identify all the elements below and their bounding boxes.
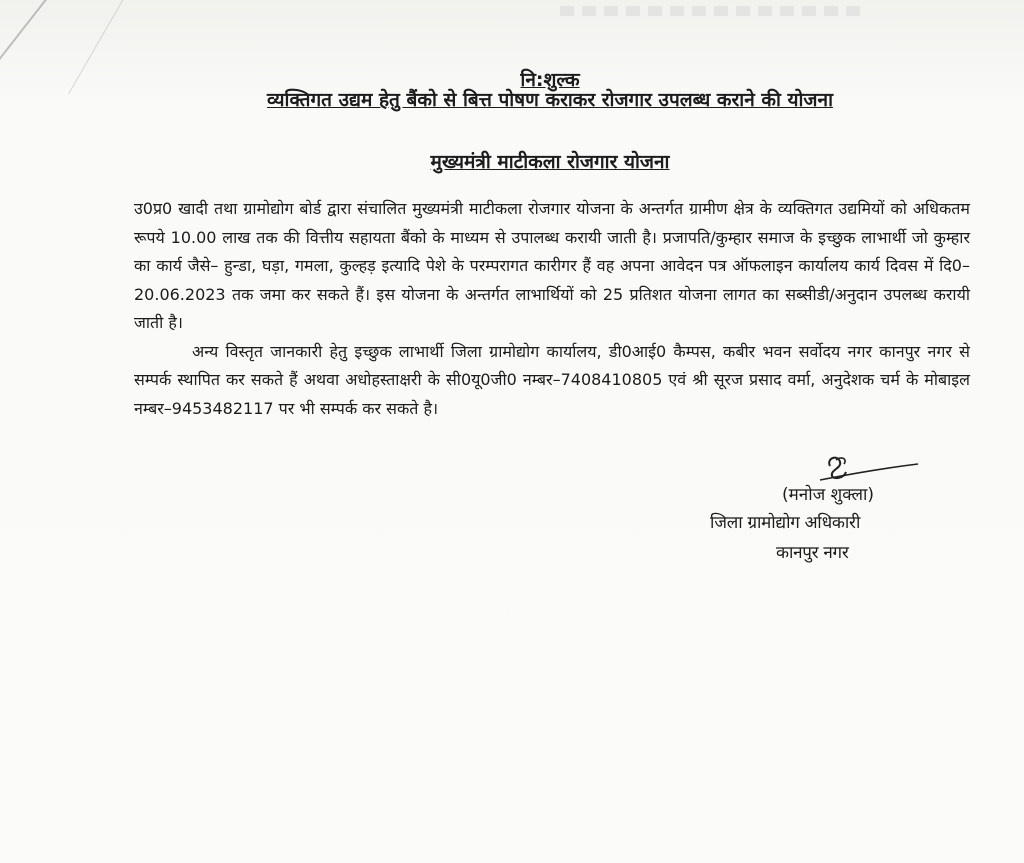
scan-edge-line-secondary <box>68 0 129 94</box>
signature-block <box>710 450 980 590</box>
scheme-title: व्यक्तिगत उद्यम हेतु बैंको से बित्त पोषण कराकर रोजगार उपलब्ध कराने की योजना <box>267 89 833 111</box>
paragraph-scheme-details: उ0प्र0 खादी तथा ग्रामोद्योग बोर्ड द्वारा संचालित मुख्यमंत्री माटीकला रोजगार योजना के अन्तर्गत ग्रामीण क्षेत्र के व्यक्तिगत उद्यमियों को अधिकतम रूपये 10.00 लाख तक की वित्तीय सहायता बैंको के माध्यम से उपालब्ध करायी जाती है। प्रजापति/कुम्हार समाज के इच्छुक लाभार्थी जो कुम्हार का कार्य जैसे– हुन्डा, घड़ा, गमला, कुल्हड़ इत्यादि पेशे के परम्परागत कारीगर हैं वह अपना आवेदन पत्र ऑफलाइन कार्यालय कार्य दिवस में दि0–20.06.2023 तक जमा कर सकते हैं। इस योजना के अन्तर्गत लाभार्थियों को 25 प्रतिशत योजना लागत का सब्सीडी/अनुदान उपलब्ध करायी जाती है। <box>134 199 970 332</box>
paragraph-contact-details: अन्य विस्तृत जानकारी हेतु इच्छुक लाभार्थी जिला ग्रामोद्योग कार्यालय, डी0आई0 कैम्पस, कबीर भवन सर्वोदय नगर कानपुर नगर से सम्पर्क स्थापित कर सकते हैं अथवा अधोहस्ताक्षरी के सी0यू0जी0 नम्बर–7408410805 एवं श्री सूरज प्रसाद वर्मा, अनुदेशक चर्म के मोबाइल नम्बर–9453482117 पर भी सम्पर्क कर सकते है। <box>134 341 970 418</box>
signer-place: कानपुर नगर <box>776 543 849 563</box>
free-label: नि:शुल्क <box>520 69 580 91</box>
scan-edge-line <box>0 0 62 123</box>
signature-scribble <box>800 450 920 486</box>
signer-name: (मनोज शुक्ला) <box>782 485 875 505</box>
signer-designation: जिला ग्रामोद्योग अधिकारी <box>710 513 861 533</box>
scheme-name: मुख्यमंत्री माटीकला रोजगार योजना <box>430 151 670 173</box>
bleed-through-mark <box>560 6 860 16</box>
notice-body <box>134 195 970 423</box>
